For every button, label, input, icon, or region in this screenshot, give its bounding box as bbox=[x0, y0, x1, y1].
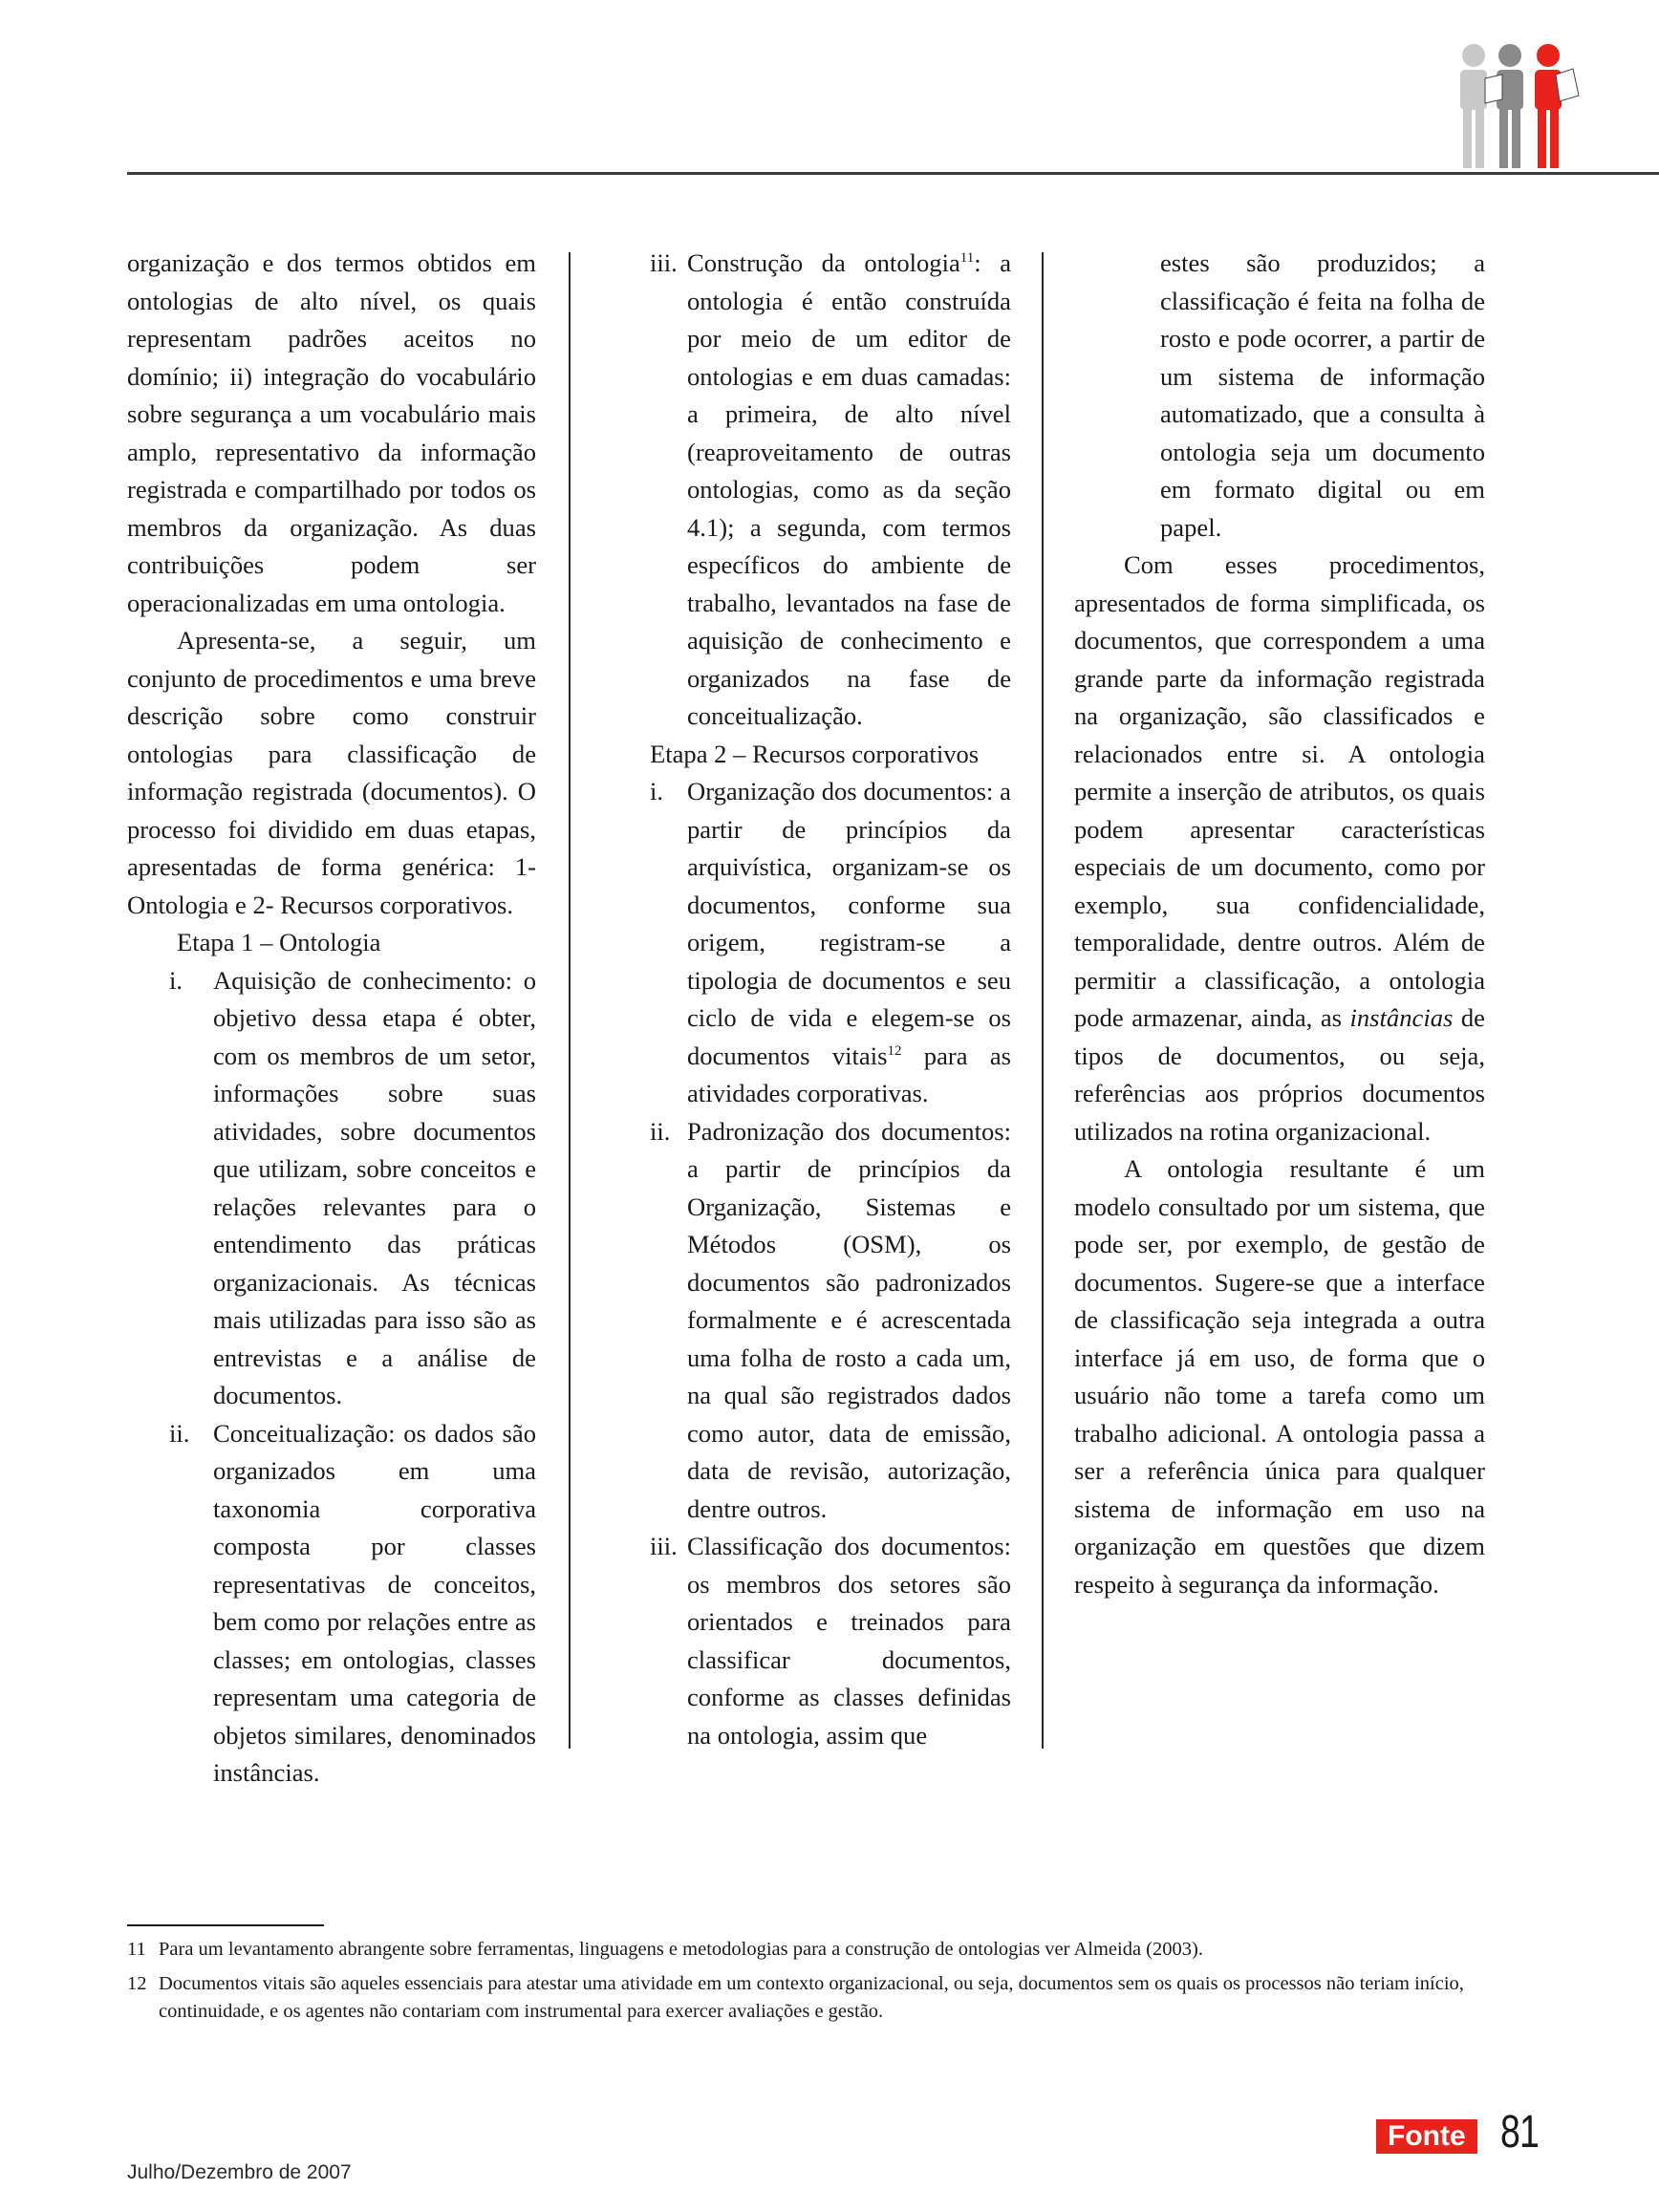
list-item-text bbox=[687, 773, 1011, 1113]
list-marker: ii. bbox=[169, 1418, 190, 1448]
list-marker: i. bbox=[650, 777, 664, 805]
list-item-continuation: estes são produzidos; a classificação é feita na folha de rosto e pode ocorrer, a partir de um sistema de informação automatizado, que a consulta à ontologia seja um documento em formato digital ou em papel. bbox=[1160, 248, 1485, 542]
page-number: 81 bbox=[1500, 2107, 1540, 2158]
footnote-ref-12: 12 bbox=[887, 1042, 902, 1059]
paragraph: organização e dos termos obtidos em ontologias de alto nível, os quais representam padrões aceitos no domínio; ii) integração do vocabulário sobre segurança a um vocabulário mais amplo, representativo da informação registrada e compartilhado por todos os membros da organização. As duas contribuições podem ser operacionalizadas em uma ontologia. bbox=[127, 248, 536, 617]
footnotes bbox=[127, 1936, 1494, 2032]
header-rule bbox=[127, 172, 1659, 175]
list-item bbox=[127, 962, 536, 1415]
list-marker: i. bbox=[169, 965, 183, 995]
list-item-text: Classificação dos documentos: os membros dos setores são orientados e treinados para classificar documentos, conforme as classes definidas na ontologia, assim que bbox=[687, 1532, 1011, 1750]
column-1 bbox=[127, 245, 536, 1793]
text-run: Construção da ontologia bbox=[687, 248, 960, 277]
list-marker: iii. bbox=[650, 1532, 678, 1560]
text-run: Com esses procedimentos, apresentados de forma simplificada, os documentos, que correspondem a uma grande parte da informação registrada na organização, são classificados e relacionados entre si. A ontologia permite a inserção de atributos, os quais podem apresentar características especiais de um documento, como por exemplo, sua confidencialidade, temporalidade, dentre outros. Além de permitir a classificação, a ontologia pode armazenar, ainda, as bbox=[1074, 550, 1485, 1032]
list-item-text: Padronização dos documentos: a partir de princípios da Organização, Sistemas e Métodos (OSM), os documentos são padronizados formalmente e é acrescentada uma folha de rosto a cada um, na qual são registrados dados como autor, data de emissão, data de revisão, autorização, dentre outros. bbox=[687, 1116, 1011, 1523]
list-marker: iii. bbox=[650, 248, 678, 277]
footnote bbox=[127, 1936, 1494, 1964]
issue-date: Julho/Dezembro de 2007 bbox=[127, 2161, 352, 2183]
paragraph: A ontologia resultante é um modelo consultado por um sistema, que pode ser, por exemplo, de gestão de documentos. Sugere-se que a interface de classificação seja integrada a outra interface já em uso, de forma que o usuário não tome a tarefa como um trabalho adicional. A ontologia passa a ser a referência única para qualquer sistema de informação em uso na organização em questões que dizem respeito à segurança da informação. bbox=[1074, 1154, 1485, 1599]
list-item-text: Aquisição de conhecimento: o objetivo dessa etapa é obter, com os membros de um setor, informações sobre suas atividades, sobre documentos que utilizam, sobre conceitos e relações relevantes para o entendimento das práticas organizacionais. As técnicas mais utilizadas para isso são as entrevistas e a análise de documentos. bbox=[213, 965, 536, 1409]
three-people-icon bbox=[1453, 42, 1586, 176]
list-item bbox=[650, 1528, 1011, 1754]
list-marker: ii. bbox=[650, 1116, 671, 1146]
footnote-number: 11 bbox=[127, 1939, 146, 1960]
footnote-text: Documentos vitais são aqueles essenciais para atestar uma atividade em um contexto organizacional, ou seja, documentos sem os quais os processos não teriam início, continuidade, e os agentes não contariam com instrumental para exercer avaliações e gestão. bbox=[159, 1973, 1464, 2022]
list-item-text bbox=[687, 245, 1011, 736]
footnote bbox=[127, 1970, 1494, 2026]
footnote-rule bbox=[127, 1924, 324, 1926]
list-item-text: Conceitualização: os dados são organizados em uma taxonomia corporativa composta por classes representativas de conceitos, bem como por relações entre as classes; em ontologias, classes representam uma categoria de objetos similares, denominados instâncias. bbox=[213, 1418, 536, 1787]
list-item bbox=[127, 1415, 536, 1793]
footnote-number: 12 bbox=[127, 1973, 147, 1994]
text-run: de tipos de documentos, ou seja, referências aos próprios documentos utilizados na rotina organizacional. bbox=[1074, 1003, 1485, 1146]
column-divider bbox=[569, 252, 571, 1749]
step-heading-2: Etapa 2 – Recursos corporativos bbox=[650, 739, 980, 768]
footnote-text: Para um levantamento abrangente sobre ferramentas, linguagens e metodologias para a construção de ontologias ver Almeida (2003). bbox=[159, 1939, 1203, 1960]
paragraph: Apresenta-se, a seguir, um conjunto de procedimentos e uma breve descrição sobre como construir ontologias para classificação de informação registrada (documentos). O processo foi dividido em duas etapas, apresentadas de forma genérica: 1- Ontologia e 2- Recursos corporativos. bbox=[127, 626, 536, 919]
column-divider bbox=[1042, 252, 1044, 1749]
footnote-ref-11: 11 bbox=[959, 250, 975, 267]
list-item bbox=[650, 245, 1011, 736]
list-item bbox=[650, 773, 1011, 1113]
paragraph bbox=[1074, 547, 1485, 1150]
brand-logo: Fonte bbox=[1376, 2119, 1477, 2154]
column-2 bbox=[650, 245, 1011, 1754]
list-item bbox=[650, 1113, 1011, 1529]
emphasis: instâncias bbox=[1349, 1003, 1454, 1032]
column-3 bbox=[1074, 245, 1485, 1603]
text-run: para as atividades corporativas. bbox=[687, 1041, 1011, 1107]
step-heading-1: Etapa 1 – Ontologia bbox=[177, 928, 381, 956]
text-run: : a ontologia é então construída por meio de um editor de ontologias e em duas camadas: a primeira, de alto nível (reaproveitamento de outras ontologias, como as da seção 4.1); a segunda, com termos específicos do ambiente de trabalho, levantados na fase de aquisição de conhecimento e organizados na fase de conceitualização. bbox=[687, 248, 1011, 730]
text-run: Organização dos documentos: a partir de princípios da arquivística, organizam-se os documentos, conforme sua origem, registram-se a tipologia de documentos e seu ciclo de vida e elegem-se os documentos vitais bbox=[687, 777, 1011, 1070]
